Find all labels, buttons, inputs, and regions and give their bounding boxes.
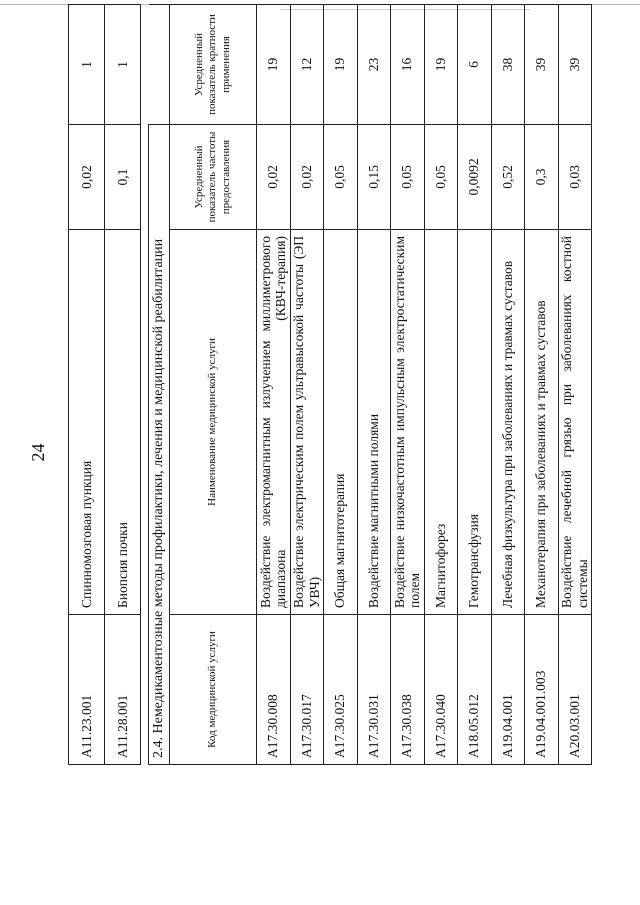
multiplicity-value: 39 <box>525 4 559 124</box>
multiplicity-value: 6 <box>458 4 492 124</box>
service-code: A19.04.001.003 <box>525 615 559 765</box>
multiplicity-value: 38 <box>491 4 525 124</box>
multiplicity-value: 12 <box>290 4 324 124</box>
frequency-value: 0,1 <box>105 125 141 230</box>
service-code: A17.30.008 <box>257 615 291 765</box>
table-row <box>558 4 592 764</box>
frequency-value: 0,03 <box>558 124 592 229</box>
multiplicity-value: 1 <box>105 5 141 125</box>
non-drug-methods-table <box>148 4 592 765</box>
section-title-row <box>149 4 170 764</box>
table-row <box>69 5 105 765</box>
table-row <box>324 4 358 764</box>
section-title: 2.4. Немедикаментозные методы профилактики, лечения и медицинской реабилитации <box>149 124 170 764</box>
header-name: Наименование медицинской услуги <box>170 230 257 615</box>
service-name: Механотерапия при заболеваниях и травмах суставов <box>525 230 559 615</box>
service-name: Общая магнитотерапия <box>324 230 358 615</box>
frequency-value: 0,05 <box>391 124 425 229</box>
service-code: A11.28.001 <box>105 615 141 765</box>
frequency-value: 0,52 <box>491 124 525 229</box>
frequency-value: 0,15 <box>357 124 391 229</box>
table-row <box>357 4 391 764</box>
frequency-value: 0,02 <box>290 124 324 229</box>
table-row <box>491 4 525 764</box>
multiplicity-value: 23 <box>357 4 391 124</box>
empty-cell <box>149 4 170 124</box>
table-row <box>391 4 425 764</box>
multiplicity-value: 1 <box>69 5 105 125</box>
frequency-value: 0,05 <box>424 124 458 229</box>
service-code: A17.30.017 <box>290 615 324 765</box>
page-number: 24 <box>28 443 48 462</box>
service-code: A20.03.001 <box>558 615 592 765</box>
table-row <box>290 4 324 764</box>
table-row <box>458 4 492 764</box>
frequency-value: 0,0092 <box>458 124 492 229</box>
service-name: Воздействие низкочастотным импульсным электростатическим полем <box>391 230 425 615</box>
frequency-value: 0,05 <box>324 124 358 229</box>
table-row <box>525 4 559 764</box>
table-row <box>424 4 458 764</box>
multiplicity-value: 19 <box>257 4 291 124</box>
header-multiplicity: Усредненный показатель кратности применения <box>170 4 257 124</box>
service-name: Воздействие электромагнитным излучением миллиметрового диапазона (КВЧ-терапия) <box>257 230 291 615</box>
service-code: A17.30.025 <box>324 615 358 765</box>
table-row <box>105 5 141 765</box>
service-code: A17.30.031 <box>357 615 391 765</box>
frequency-value: 0,3 <box>525 124 559 229</box>
service-code: A19.04.001 <box>491 615 525 765</box>
table-row <box>257 4 291 764</box>
service-name: Лечебная физкультура при заболеваниях и травмах суставов <box>491 230 525 615</box>
header-code: Код медицинской услуги <box>170 615 257 765</box>
frequency-value: 0,02 <box>69 125 105 230</box>
frequency-value: 0,02 <box>257 124 291 229</box>
service-name: Воздействие магнитными полями <box>357 230 391 615</box>
header-frequency: Усредненный показатель частоты предоставления <box>170 124 257 229</box>
service-code: A11.23.001 <box>69 615 105 765</box>
multiplicity-value: 16 <box>391 4 425 124</box>
multiplicity-value: 19 <box>324 4 358 124</box>
service-code: A17.30.038 <box>391 615 425 765</box>
service-name: Воздействие лечебной грязью при заболеваниях костной системы <box>558 230 592 615</box>
service-code: A18.05.012 <box>458 615 492 765</box>
service-name: Спинномозговая пункция <box>69 230 105 615</box>
service-name: Магнитофорез <box>424 230 458 615</box>
service-name: Воздействие электрическим полем ультравысокой частоты (ЭП УВЧ) <box>290 230 324 615</box>
service-code: A17.30.040 <box>424 615 458 765</box>
multiplicity-value: 39 <box>558 4 592 124</box>
service-name: Биопсия почки <box>105 230 141 615</box>
multiplicity-value: 19 <box>424 4 458 124</box>
service-name: Гемотрансфузия <box>458 230 492 615</box>
header-row <box>170 4 257 764</box>
services-table-continued <box>68 4 141 765</box>
